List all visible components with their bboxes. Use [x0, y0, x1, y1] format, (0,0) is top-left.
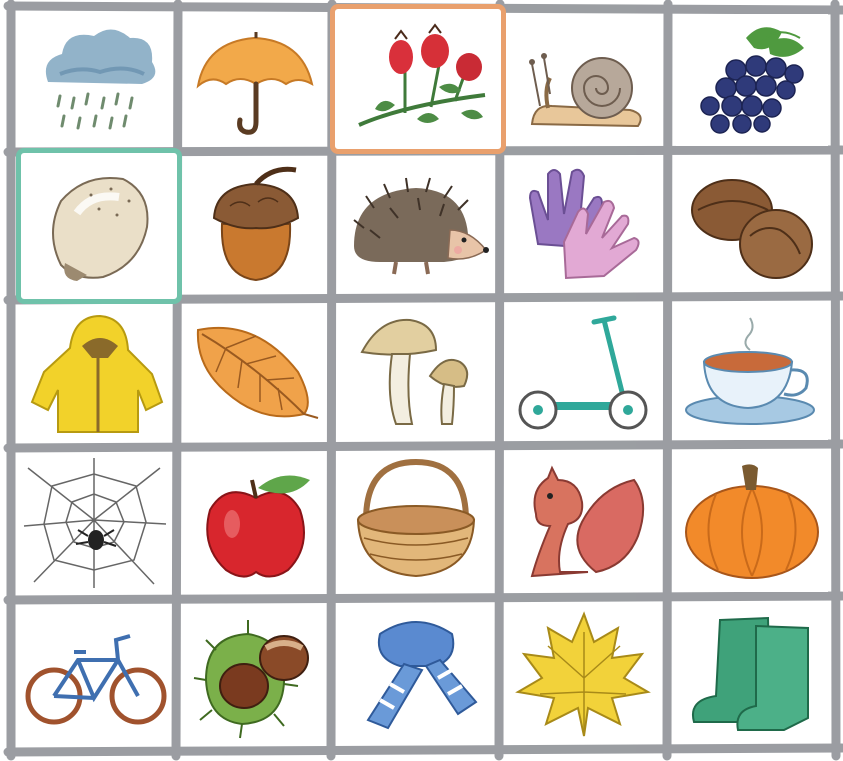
tile-umbrella[interactable] [186, 12, 324, 145]
scooter-icon [508, 306, 660, 440]
tile-scarf[interactable] [340, 606, 492, 742]
grapes-icon [676, 14, 828, 146]
tile-acorn[interactable] [186, 158, 326, 292]
tile-rain-cloud[interactable] [20, 12, 170, 145]
tile-leaf[interactable] [186, 306, 324, 440]
chestnut-icon [186, 606, 326, 742]
tile-chestnut[interactable] [186, 606, 326, 742]
tile-scooter[interactable] [508, 306, 660, 440]
tile-rain-boots[interactable] [676, 606, 828, 742]
tile-grapes[interactable] [676, 14, 828, 146]
tile-squirrel[interactable] [508, 454, 660, 592]
raincoat-icon [20, 306, 170, 440]
tile-snail[interactable] [510, 14, 660, 144]
tile-rosehip[interactable] [330, 4, 506, 154]
rosehip-icon [335, 9, 501, 149]
teacup-icon [676, 306, 828, 440]
gloves-icon [508, 158, 660, 290]
leaf-icon [186, 306, 324, 440]
tile-apple[interactable] [186, 454, 326, 592]
tile-puffball-mushroom[interactable] [16, 148, 182, 304]
snail-icon [510, 14, 660, 144]
mushrooms-icon [340, 306, 492, 440]
walnuts-icon [676, 158, 828, 290]
tile-spider-web[interactable] [20, 454, 170, 592]
tile-hedgehog[interactable] [340, 158, 494, 290]
squirrel-icon [508, 454, 660, 592]
acorn-icon [186, 158, 326, 292]
scarf-icon [340, 606, 492, 742]
bicycle-icon [20, 606, 170, 742]
tile-pumpkin[interactable] [676, 454, 828, 592]
tile-walnuts[interactable] [676, 158, 828, 290]
tile-maple-leaf[interactable] [508, 606, 660, 742]
spider-web-icon [20, 454, 170, 592]
tile-raincoat[interactable] [20, 306, 170, 440]
pumpkin-icon [676, 454, 828, 592]
puffball-mushroom-icon [21, 153, 177, 299]
tile-bicycle[interactable] [20, 606, 170, 742]
rain-cloud-icon [20, 12, 170, 145]
tile-teacup[interactable] [676, 306, 828, 440]
tile-basket[interactable] [340, 454, 492, 592]
basket-icon [340, 454, 492, 592]
rain-boots-icon [676, 606, 828, 742]
tile-gloves[interactable] [508, 158, 660, 290]
apple-icon [186, 454, 326, 592]
maple-leaf-icon [508, 606, 660, 742]
tile-mushrooms[interactable] [340, 306, 492, 440]
umbrella-icon [186, 12, 324, 145]
hedgehog-icon [340, 158, 494, 290]
